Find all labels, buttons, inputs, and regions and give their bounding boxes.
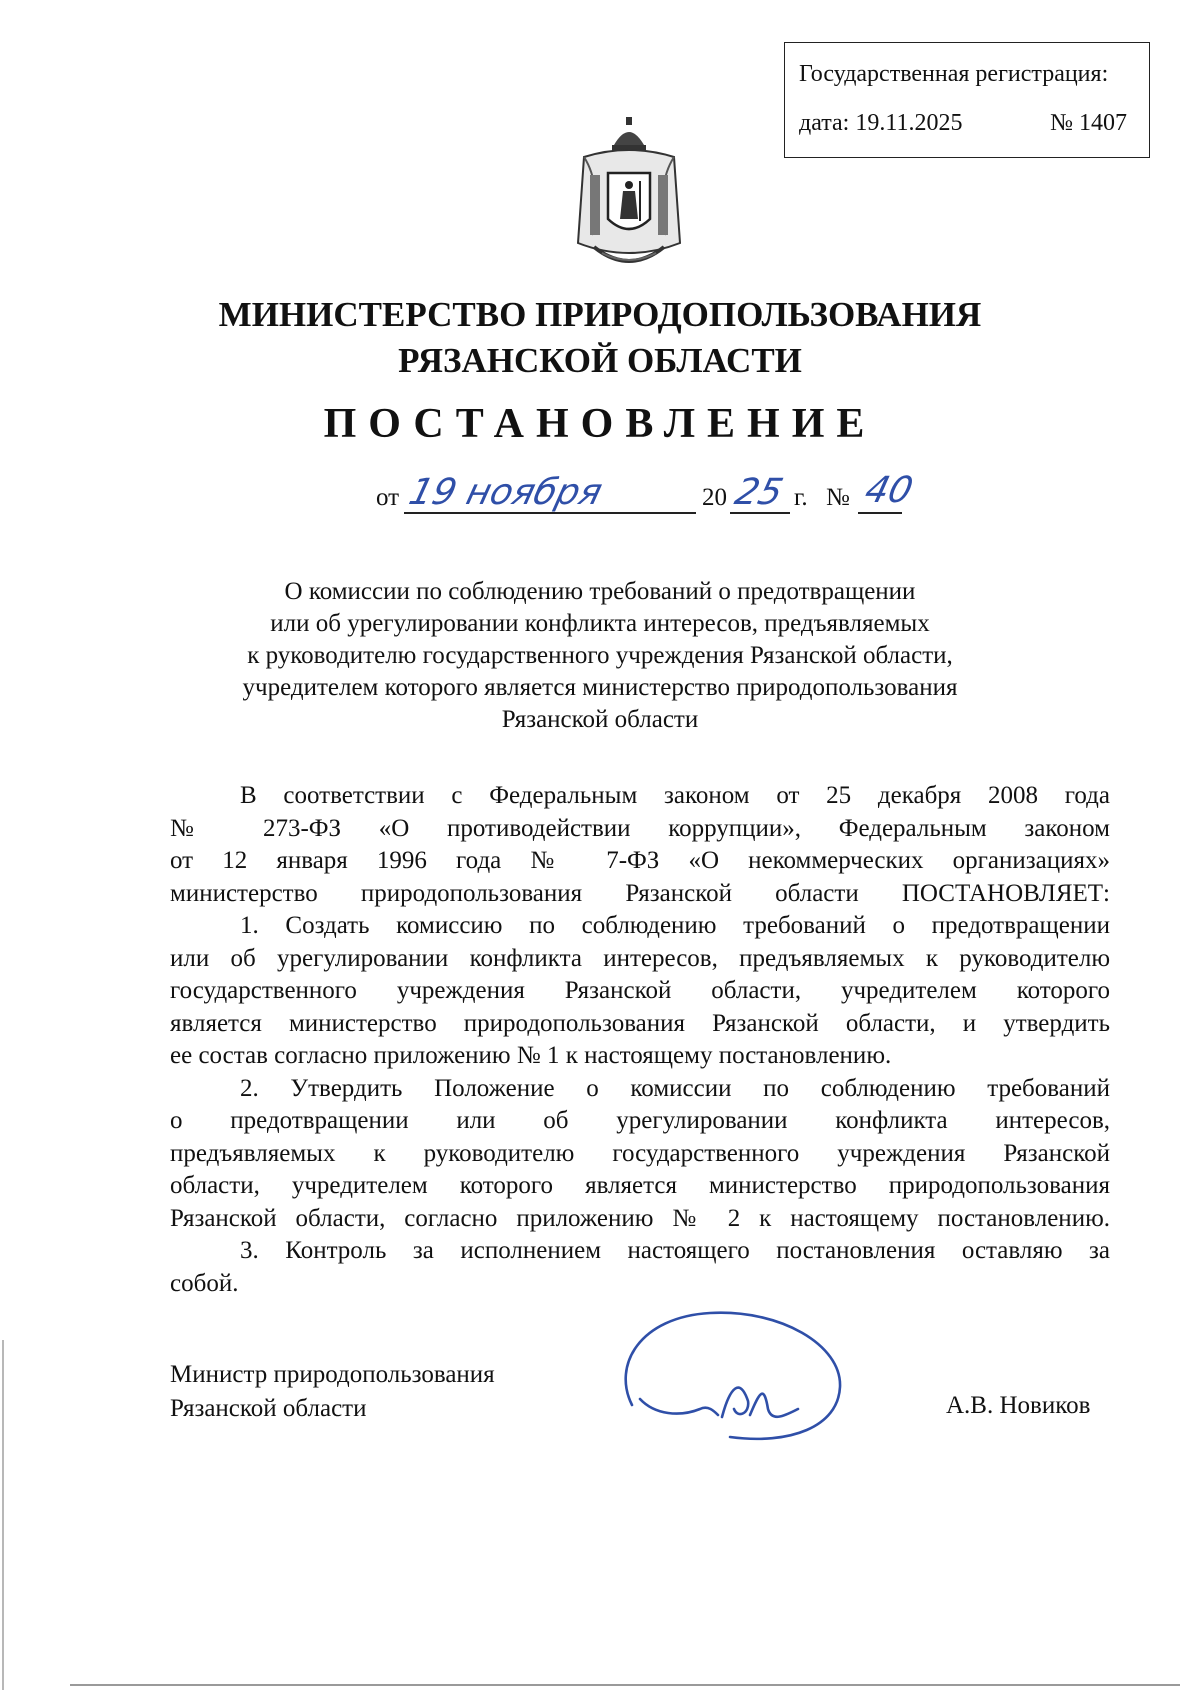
ministry-name-line1: МИНИСТЕРСТВО ПРИРОДОПОЛЬЗОВАНИЯ [218,295,982,334]
decree-date-line [0,470,1200,524]
handwritten-year: 25 [730,472,787,513]
item1-line: 1. Создать комиссию по соблюдению требований о предотвращении [240,912,1110,939]
handwritten-number: 40 [860,470,917,511]
registration-date: дата: 19.11.2025 [799,110,963,136]
subject-line: Рязанской области [501,706,699,733]
preamble-line: В соответствии с Федеральным законом от 25 декабря 2008 года [240,782,1110,809]
number-label: № [826,484,850,511]
date-prefix: от [376,484,400,511]
handwritten-signature [610,1305,850,1445]
year-label: г. [794,484,808,511]
registration-stamp [784,42,1150,158]
subject-line: учредителем которого является министерство природопользования [242,674,958,701]
item1-line: является министерство природопользования Рязанской области, и утвердить [170,1009,1110,1037]
signatory-name: А.В. Новиков [946,1392,1091,1419]
signatory-title-line2: Рязанской области [170,1395,367,1422]
scan-edge-left [2,1340,4,1690]
item2-line: предъявляемых к руководителю государственного учреждения Рязанской [170,1139,1110,1167]
ryazan-coat-of-arms-icon [572,115,686,275]
registration-number: № 1407 [1050,110,1127,136]
document-type: ПОСТАНОВЛЕНИЕ [323,401,877,447]
preamble-line: от 12 января 1996 года № 7-ФЗ «О некоммерческих организациях» [170,847,1110,874]
item3-line: собой. [170,1269,239,1297]
handwritten-date: 19 ноября [404,472,607,513]
subject-line: О комиссии по соблюдению требований о предотвращении [284,578,916,605]
item2-line: области, учредителем которого является министерство природопользования [170,1172,1110,1199]
item1-line: государственного учреждения Рязанской области, учредителем которого [170,977,1110,1004]
number-underline [858,512,902,514]
scan-edge-bottom [70,1684,1180,1686]
signatory-title-line1: Министр природопользования [170,1361,495,1388]
preamble-line: министерство природопользования Рязанской области ПОСТАНОВЛЯЕТ: [170,879,1110,907]
signatory-title [170,1358,495,1426]
item1-line: или об урегулировании конфликта интересов, предъявляемых к руководителю [170,944,1110,972]
subject-line: к руководителю государственного учреждения Рязанской области, [247,642,953,669]
year-prefix: 20 [702,484,727,511]
item3-line: 3. Контроль за исполнением настоящего постановления оставляю за [240,1237,1110,1264]
decree-subject [150,576,1050,736]
preamble-line: № 273-ФЗ «О противодействии коррупции», Федеральным законом [170,814,1110,842]
item1-line: ее состав согласно приложению № 1 к настоящему постановлению. [170,1042,892,1069]
registration-title: Государственная регистрация: [799,61,1109,87]
decree-body [170,780,1110,1300]
item2-line: 2. Утвердить Положение о комиссии по соблюдению требований [240,1074,1110,1102]
item2-line: Рязанской области, согласно приложению № 2 к настоящему постановлению. [170,1204,1110,1232]
item2-line: о предотвращении или об урегулировании конфликта интересов, [170,1107,1110,1134]
ministry-name-line2: РЯЗАНСКОЙ ОБЛАСТИ [398,341,802,380]
subject-line: или об урегулировании конфликта интересов, предъявляемых [270,610,930,637]
